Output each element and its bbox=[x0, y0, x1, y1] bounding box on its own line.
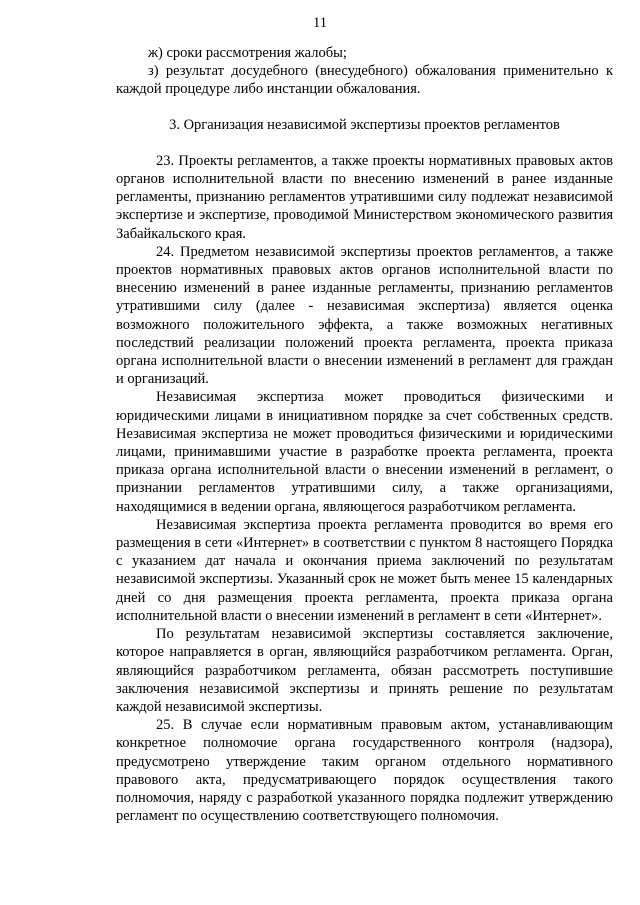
list-items bbox=[116, 44, 613, 99]
list-item-z: з) результат досудебного (внесудебного) обжалования применительно к каждой процедуре либо инстанции обжалования. bbox=[116, 63, 613, 98]
section-paragraphs bbox=[116, 152, 613, 826]
paragraph-25: 25. В случае если нормативным правовым актом, устанавливающим конкретное полномочие органа государственного контроля (надзора), предусмотрено утверждение таким органом отдельного нормативного правового акта, предусматривающего порядок осуществления такого полномочия, наряду с разработкой указанного порядка подлежит утверждению регламент по осуществлению соответствующего полномочия. bbox=[116, 717, 613, 825]
paragraph-24: 24. Предметом независимой экспертизы проектов регламентов, а также проектов нормативных правовых актов органов исполнительной власти по внесению изменений в ранее изданные регламенты, признанию регламентов утратившими силу (далее - независимая экспертиза) является оценка возможного положительного эффекта, а также возможных негативных последствий реализации положений проекта регламента, проекта приказа органа исполнительной власти о внесении изменений в регламент для граждан и организаций. bbox=[116, 243, 613, 388]
paragraph-24-independent-expertise: Независимая экспертиза может проводиться физическими и юридическими лицами в инициативном порядке за счет собственных средств. Независимая экспертиза не может проводиться физическими и юридическими лицами, принимавшими участие в разработке проекта регламента, проекта приказа органа исполнительной власти о внесении изменений в регламент, о признании регламентов утратившими силу, а также организациями, находящимися в ведении органа, являющегося разработчиком регламента. bbox=[116, 389, 613, 515]
paragraph-24-expertise-period: Независимая экспертиза проекта регламента проводится во время его размещения в сети «Интернет» в соответствии с пунктом 8 настоящего Порядка с указанием дат начала и окончания приема заключений по результатам независимой экспертизы. Указанный срок не может быть менее 15 календарных дней со дня размещения проекта регламента, проекта приказа органа исполнительной власти о внесении изменений в регламент в сети «Интернет». bbox=[116, 516, 613, 624]
list-item-zh: ж) сроки рассмотрения жалобы; bbox=[148, 45, 347, 61]
paragraph-24-conclusion: По результатам независимой экспертизы составляется заключение, которое направляется в орган, являющийся разработчиком регламента. Орган, являющийся разработчиком регламента, обязан рассмотреть поступившие заключения независимой экспертизы и принять решение по результатам каждой независимой экспертизы. bbox=[116, 626, 613, 715]
document-body bbox=[116, 44, 613, 825]
page-number: 11 bbox=[313, 15, 327, 31]
paragraph-23: 23. Проекты регламентов, а также проекты нормативных правовых актов органов исполнительной власти по внесению изменений в ранее изданные регламенты, признанию регламентов утратившими силу подлежат независимой экспертизе и экспертизе, проводимой Министерством экономического развития Забайкальского края. bbox=[116, 152, 613, 242]
section-heading: 3. Организация независимой экспертизы проектов регламентов bbox=[169, 116, 560, 133]
